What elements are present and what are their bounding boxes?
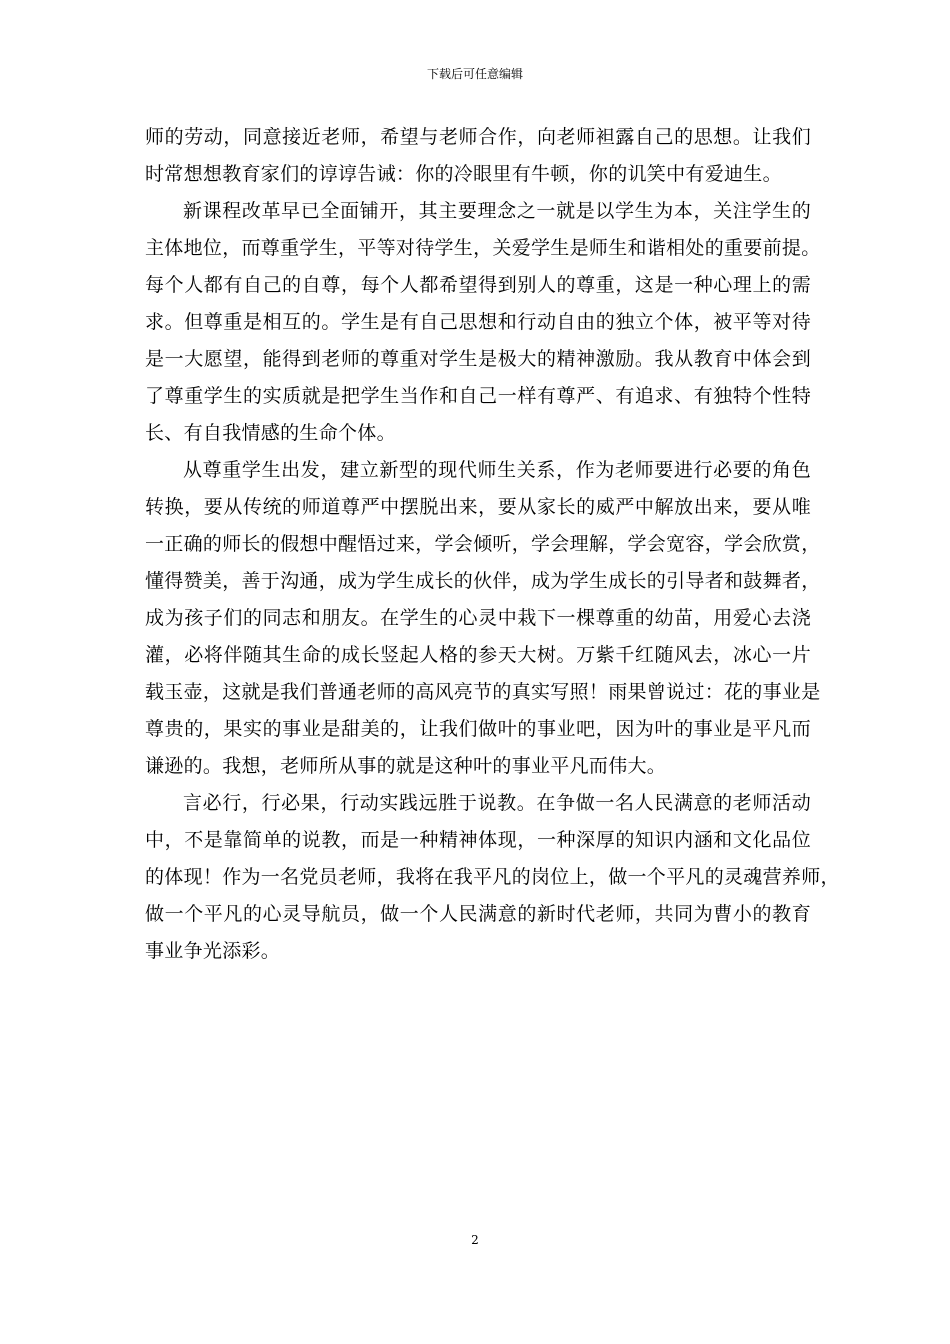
page-number-text: 2 <box>471 1233 479 1247</box>
page-header <box>0 66 950 82</box>
paragraph-start-line: 新课程改革早已全面铺开，其主要理念之一就是以学生为本，关注学生的 <box>183 200 811 222</box>
text-line: 师的劳动，同意接近老师，希望与老师合作，向老师袒露自己的思想。让我们 <box>145 126 811 148</box>
text-line: 求。但尊重是相互的。学生是有自己思想和行动自由的独立个体，被平等对待 <box>145 311 811 333</box>
text-line: 时常想想教育家们的谆谆告诫：你的冷眼里有牛顿，你的讥笑中有爱迪生。 <box>145 163 782 185</box>
text-line: 一正确的师长的假想中醒悟过来，学会倾听，学会理解，学会宽容，学会欣赏， <box>145 533 821 555</box>
text-line: 每个人都有自己的自尊，每个人都希望得到别人的尊重，这是一种心理上的需 <box>145 274 811 296</box>
text-line: 转换，要从传统的师道尊严中摆脱出来，要从家长的威严中解放出来，要从唯 <box>145 496 811 518</box>
paragraph-start-line: 从尊重学生出发，建立新型的现代师生关系，作为老师要进行必要的角色 <box>183 459 811 481</box>
text-line: 成为孩子们的同志和朋友。在学生的心灵中栽下一棵尊重的幼苗，用爱心去浇 <box>145 607 811 629</box>
paragraph-start-line: 言必行，行必果，行动实践远胜于说教。在争做一名人民满意的老师活动 <box>183 792 811 814</box>
text-line: 主体地位，而尊重学生，平等对待学生，关爱学生是师生和谐相处的重要前提。 <box>145 237 821 259</box>
text-line: 中，不是靠简单的说教，而是一种精神体现，一种深厚的知识内涵和文化品位 <box>145 829 811 851</box>
document-body <box>145 119 840 970</box>
text-line: 载玉壶，这就是我们普通老师的高风亮节的真实写照！雨果曾说过：花的事业是 <box>145 681 821 703</box>
text-line: 懂得赞美，善于沟通，成为学生成长的伙伴，成为学生成长的引导者和鼓舞者， <box>145 570 821 592</box>
header-text: 下载后可任意编辑 <box>426 67 523 81</box>
text-line: 做一个平凡的心灵导航员，做一个人民满意的新时代老师，共同为曹小的教育 <box>145 903 811 925</box>
text-line: 的体现！作为一名党员老师，我将在我平凡的岗位上，做一个平凡的灵魂营养师， <box>145 866 840 888</box>
text-line: 长、有自我情感的生命个体。 <box>145 422 396 444</box>
page-number <box>0 1232 950 1248</box>
text-line: 灌，必将伴随其生命的成长竖起人格的参天大树。万紫千红随风去，冰心一片 <box>145 644 811 666</box>
text-line: 谦逊的。我想，老师所从事的就是这种叶的事业平凡而伟大。 <box>145 755 667 777</box>
text-line: 事业争光添彩。 <box>145 940 281 962</box>
text-line: 是一大愿望，能得到老师的尊重对学生是极大的精神激励。我从教育中体会到 <box>145 348 811 370</box>
text-line: 尊贵的，果实的事业是甜美的，让我们做叶的事业吧，因为叶的事业是平凡而 <box>145 718 811 740</box>
text-line: 了尊重学生的实质就是把学生当作和自己一样有尊严、有追求、有独特个性特 <box>145 385 811 407</box>
